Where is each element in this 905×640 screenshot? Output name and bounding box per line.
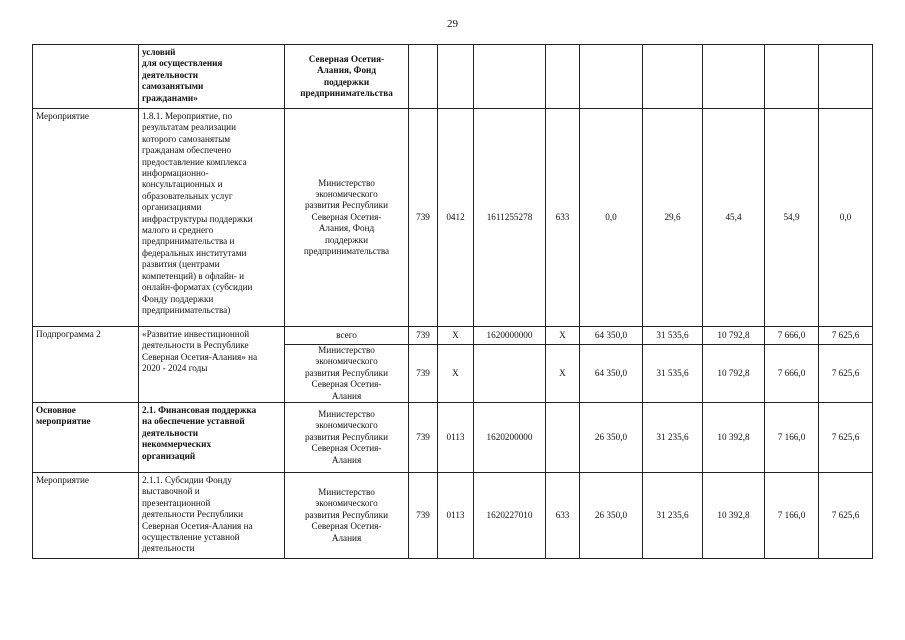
row-description: 1.8.1. Мероприятие, по результатам реализации которого самозанятым гражданам обеспечено предоставление комплекса информационно- консультационных и образовательных услуг организациями инфраструктуры поддержки малого и среднего предпринимательства и федеральных институтами развития (центрами компетенций) в офлайн- и онлайн-форматах (субсидии Фонду поддержки предпринимательства)	[139, 109, 285, 327]
page-number: 29	[447, 18, 458, 30]
row-description: 2.1.1. Субсидии Фонду выставочной и презентационной деятельности Республики Северная Осетия-Алания на осуществление уставной деятельности	[139, 473, 285, 559]
rzpr-cell: X	[438, 327, 474, 345]
value-2022-cell: 10 792,8	[703, 345, 765, 403]
value-2022-cell	[703, 45, 765, 109]
value-2024-cell: 7 625,6	[819, 327, 873, 345]
table-row	[33, 45, 873, 109]
vr-cell	[546, 403, 580, 473]
row-label: Основное мероприятие	[33, 403, 139, 473]
row-description: «Развитие инвестиционной деятельности в Республике Северная Осетия-Алания» на 2020 - 2024 годы	[139, 327, 285, 403]
csr-cell: 1611255278	[474, 109, 546, 327]
grbs-cell: 739	[409, 473, 438, 559]
value-2023-cell: 7 666,0	[765, 327, 819, 345]
value-2021-cell: 31 535,6	[643, 327, 703, 345]
vr-cell: X	[546, 327, 580, 345]
value-2020-cell: 64 350,0	[580, 327, 643, 345]
rzpr-cell: X	[438, 345, 474, 403]
value-2024-cell	[819, 45, 873, 109]
row-label: Мероприятие	[33, 473, 139, 559]
grbs-cell: 739	[409, 109, 438, 327]
rzpr-cell	[438, 45, 474, 109]
value-2022-cell: 10 792,8	[703, 327, 765, 345]
csr-cell: 1620000000	[474, 327, 546, 345]
vr-cell: 633	[546, 109, 580, 327]
value-2020-cell: 26 350,0	[580, 473, 643, 559]
row-description: 2.1. Финансовая поддержка на обеспечение уставной деятельности некоммерческих организаций	[139, 403, 285, 473]
value-2020-cell: 26 350,0	[580, 403, 643, 473]
csr-cell: 1620200000	[474, 403, 546, 473]
value-2022-cell: 45,4	[703, 109, 765, 327]
value-2024-cell: 7 625,6	[819, 403, 873, 473]
table-row	[33, 327, 873, 345]
executor-cell: Северная Осетия- Алания, Фонд поддержки предпринимательства	[285, 45, 409, 109]
vr-cell: 633	[546, 473, 580, 559]
value-2020-cell	[580, 45, 643, 109]
table-body	[33, 45, 873, 559]
value-2021-cell: 29,6	[643, 109, 703, 327]
value-2021-cell	[643, 45, 703, 109]
value-2021-cell: 31 235,6	[643, 403, 703, 473]
value-2023-cell: 7 666,0	[765, 345, 819, 403]
vr-cell: X	[546, 345, 580, 403]
value-2023-cell: 7 166,0	[765, 403, 819, 473]
table-row	[33, 473, 873, 559]
value-2022-cell: 10 392,8	[703, 403, 765, 473]
table-row	[33, 109, 873, 327]
csr-cell: 1620227010	[474, 473, 546, 559]
row-label	[33, 45, 139, 109]
budget-table	[32, 44, 873, 559]
executor-cell: всего	[285, 327, 409, 345]
row-description: условий для осуществления деятельности самозанятыми гражданами»	[139, 45, 285, 109]
value-2020-cell: 64 350,0	[580, 345, 643, 403]
table-row	[33, 403, 873, 473]
value-2024-cell: 7 625,6	[819, 473, 873, 559]
row-label: Мероприятие	[33, 109, 139, 327]
csr-cell	[474, 45, 546, 109]
grbs-cell	[409, 45, 438, 109]
rzpr-cell: 0113	[438, 403, 474, 473]
row-label: Подпрограмма 2	[33, 327, 139, 403]
value-2024-cell: 7 625,6	[819, 345, 873, 403]
rzpr-cell: 0412	[438, 109, 474, 327]
executor-cell: Министерство экономического развития Республики Северная Осетия- Алания, Фонд поддержки предпринимательства	[285, 109, 409, 327]
value-2020-cell: 0,0	[580, 109, 643, 327]
value-2022-cell: 10 392,8	[703, 473, 765, 559]
value-2021-cell: 31 535,6	[643, 345, 703, 403]
value-2023-cell: 54,9	[765, 109, 819, 327]
executor-cell: Министерство экономического развития Республики Северная Осетия- Алания	[285, 345, 409, 403]
rzpr-cell: 0113	[438, 473, 474, 559]
grbs-cell: 739	[409, 327, 438, 345]
value-2021-cell: 31 235,6	[643, 473, 703, 559]
executor-cell: Министерство экономического развития Республики Северная Осетия- Алания	[285, 473, 409, 559]
vr-cell	[546, 45, 580, 109]
grbs-cell: 739	[409, 403, 438, 473]
value-2023-cell: 7 166,0	[765, 473, 819, 559]
grbs-cell: 739	[409, 345, 438, 403]
executor-cell: Министерство экономического развития Республики Северная Осетия- Алания	[285, 403, 409, 473]
value-2023-cell	[765, 45, 819, 109]
csr-cell	[474, 345, 546, 403]
value-2024-cell: 0,0	[819, 109, 873, 327]
